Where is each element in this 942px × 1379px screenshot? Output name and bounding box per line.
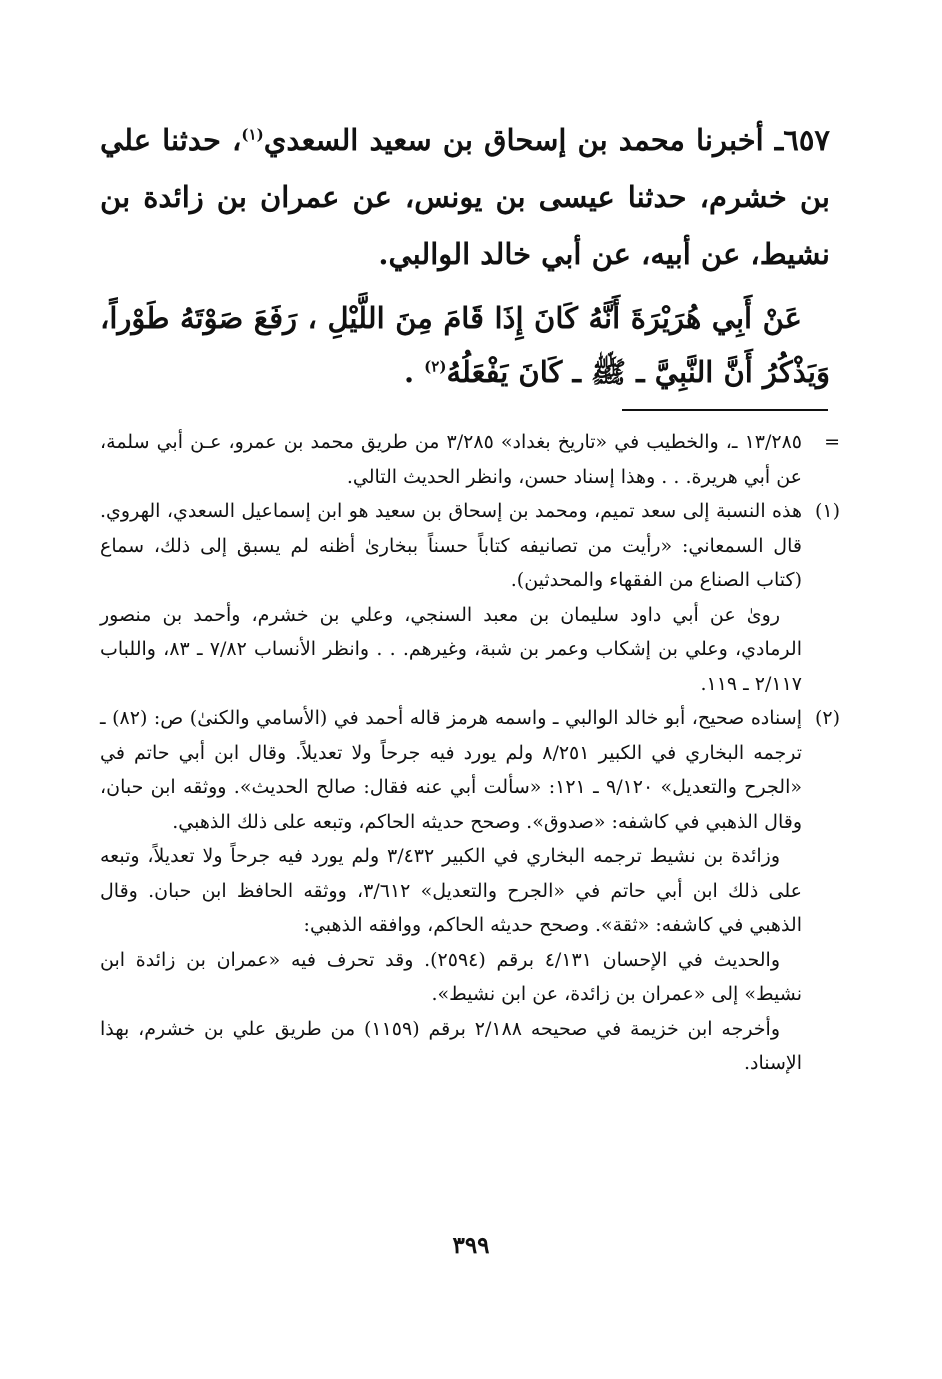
footnotes	[100, 425, 840, 1081]
footnote-1	[100, 494, 840, 598]
hadith-isnad	[100, 112, 830, 283]
footnote-2-marker: (٢)	[814, 707, 840, 729]
footnote-2	[100, 701, 840, 839]
footnote-separator	[622, 409, 828, 411]
matn-text: عَنْ أَبِي هُرَيْرَةَ أَنَّهُ كَانَ إِذَا قَامَ مِنَ اللَّيْلِ ، رَفَعَ صَوْتَهُ طَوْراً، وَيَذْكُرُ أَنَّ النَّبِيَّ ـ ﷺ ـ كَانَ يَفْعَلُهُ	[100, 301, 830, 389]
footnote-continuation	[100, 425, 840, 494]
isnad-text-part-2: ، حدثنا علي بن خشرم، حدثنا عيسى بن يونس، عن عمران بن زائدة بن نشيط، عن أبيه، عن أبي خالد الوالبي.	[100, 123, 830, 271]
footnote-ref-2: (٢)	[424, 357, 447, 376]
isnad-text-part-1: ـ أخبرنا محمد بن إسحاق بن سعيد السعدي	[263, 123, 784, 157]
page-number: ٣٩٩	[452, 1232, 490, 1259]
footnote-2-text: إسناده صحيح، أبو خالد الوالبي ـ واسمه هرمز قاله أحمد في (الأسامي والكنىٰ) ص: (٨٢) ـ ترجمه البخاري في الكبير ٨/٢٥١ ولم يورد فيه جرحاً ولا تعديلاً. وقال ابن أبي حاتم في «الجرح والتعديل» ٩/١٢٠ ـ ١٢١: «سألت أبي عنه فقال: صالح الحديث». ووثقه ابن حبان، وقال الذهبي في كاشفه: «صدوق». وصحح حديثه الحاكم، وتبعه على ذلك الذهبي.	[100, 707, 802, 833]
footnote-2-paragraph-4: وأخرجه ابن خزيمة في صحيحه ٢/١٨٨ برقم (١١٥٩) من طريق علي بن خشرم، بهذا الإسناد.	[100, 1017, 802, 1074]
continuation-text: ١٣/٢٨٥ ـ، والخطيب في «تاريخ بغداد» ٣/٢٨٥ من طريق محمد بن عمرو، عـن أبي سلمة، عن أبي هريرة. . . وهذا إسناد حسن، وانظر الحديث التالي.	[100, 431, 802, 488]
footnote-1-marker: (١)	[814, 500, 840, 522]
footnote-2-paragraph-3: والحديث في الإحسان ٤/١٣١ برقم (٢٥٩٤). وقد تحرف فيه «عمران بن زائدة ابن نشيط» إلى «عمران بن زائدة، عن ابن نشيط».	[100, 948, 802, 1005]
footnote-2-paragraph-2: وزائدة بن نشيط ترجمه البخاري في الكبير ٣/٤٣٢ ولم يورد فيه جرحاً ولا تعديلاً، وتبعه على ذلك ابن أبي حاتم في «الجرح والتعديل» ٣/٦١٢، ووثقه الحافظ ابن حبان. وقال الذهبي في كاشفه: «ثقة». وصحح حديثه الحاكم، ووافقه الذهبي:	[100, 845, 802, 936]
footnote-ref-1: (١)	[241, 125, 264, 144]
footnote-1-text: هذه النسبة إلى سعد تميم، ومحمد بن إسحاق بن سعيد هو ابن إسماعيل السعدي، الهروي. قال السمعاني: «رأيت من تصانيفه كتاباً حسناً ببخارىٰ أظنه لم يسبق إلى ذلك، سماع (كتاب الصناع من الفقهاء والمحدثين).	[100, 500, 802, 591]
hadith-number: ٦٥٧	[783, 123, 830, 157]
continuation-marker: =	[824, 431, 840, 453]
hadith-matn	[100, 291, 830, 399]
hadith-main-text	[100, 112, 830, 399]
footnote-1-paragraph-2: روىٰ عن أبي داود سليمان بن معبد السنجي، وعلي بن خشرم، وأحمد بن منصور الرمادي، وعلي بن إشكاب وعمر بن شبة، وغيرهم. . . وانظر الأنساب ٧/٨٢ ـ ٨٣، واللباب ٢/١١٧ ـ ١١٩.	[100, 603, 802, 695]
matn-end: .	[403, 355, 425, 389]
